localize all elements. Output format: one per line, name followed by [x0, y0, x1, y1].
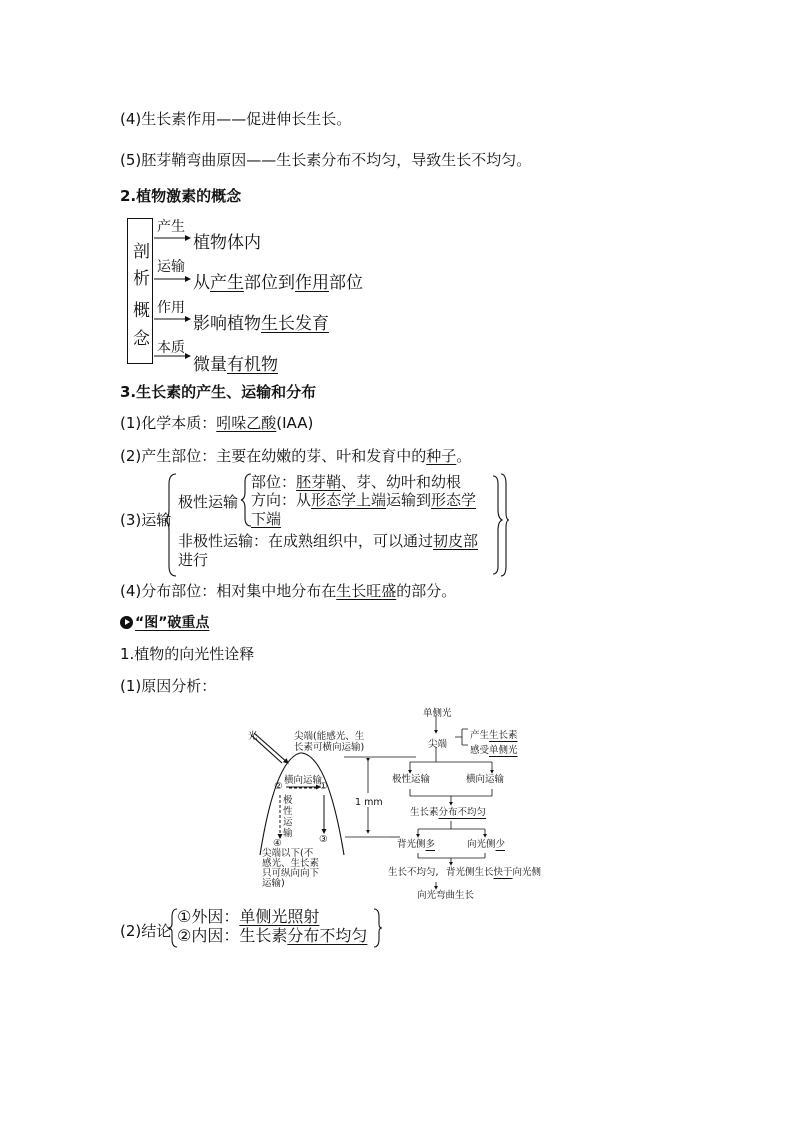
internal-cause: ②内因：生长素分布不均匀 — [177, 926, 368, 945]
mm-label: 1 mm — [355, 797, 383, 808]
lateral-transport-box: 横向运输 — [466, 774, 505, 785]
polar-transport: 极性运输 — [178, 493, 239, 511]
transport-label: (3)运输 — [120, 511, 172, 529]
box-char: 概 — [133, 301, 150, 321]
tip-note-2: 长素可横向运输) — [294, 742, 365, 753]
circle-2: ② — [274, 781, 283, 792]
bend-towards-light: 向光弯曲生长 — [417, 890, 475, 901]
single-light: 单侧光 — [423, 708, 452, 719]
below-note-3: 只可纵向向下 — [262, 868, 320, 879]
polar-char: 极 — [283, 795, 293, 806]
point-4: (4)生长素作用——促进伸长生长。 — [120, 110, 352, 128]
section-3-title: 3.生长素的产生、运输和分布 — [120, 383, 317, 401]
tip-label: 尖端 — [428, 739, 448, 750]
phototropism-title: 1.植物的向光性诠释 — [120, 645, 255, 663]
box-char: 剖 — [133, 242, 150, 262]
polar-transport-box: 极性运输 — [392, 774, 431, 785]
growth-uneven: 生长不均匀, — [388, 867, 439, 878]
arrow-label: 本质 — [157, 340, 185, 356]
external-cause: ①外因：单侧光照射 — [177, 907, 320, 926]
chem-nature: (1)化学本质：吲哚乙酸(IAA) — [120, 414, 314, 432]
polar-char: 输 — [283, 828, 293, 839]
below-note-4: 运输) — [262, 878, 285, 889]
polar-direction: 方向：从形态学上端运输到形态学 — [251, 491, 477, 509]
polar-direction-cont: 下端 — [251, 510, 282, 528]
auxin-uneven: 生长素分布不均匀 — [410, 807, 487, 818]
arrow-label: 产生 — [157, 219, 185, 235]
circle-3: ③ — [319, 834, 328, 845]
concept-action: 影响植物生长发育 — [193, 314, 329, 334]
play-icon — [120, 616, 133, 629]
lateral-label: 横向运输 — [284, 775, 323, 786]
polar-char: 运 — [283, 817, 293, 828]
distribution: (4)分布部位：相对集中地分布在生长旺盛的部分。 — [120, 582, 457, 600]
light-label: 光 — [248, 731, 258, 742]
nonpolar-transport: 非极性运输：在成熟组织中，可以通过韧皮部 — [178, 532, 479, 550]
polar-char: 性 — [283, 806, 293, 817]
polar-site: 部位：胚芽鞘、芽、幼叶和幼根 — [251, 473, 462, 491]
circle-1: ① — [319, 781, 328, 792]
cause-analysis: (1)原因分析： — [120, 677, 217, 695]
concept-produce: 植物体内 — [193, 233, 261, 253]
concept-essence: 微量有机物 — [193, 355, 278, 375]
back-grows-faster: 背光侧生长快于向光侧 — [446, 867, 542, 878]
circle-4: ④ — [273, 838, 282, 849]
concept-transport: 从产生部位到作用部位 — [193, 273, 363, 293]
nonpolar-transport-cont: 进行 — [178, 551, 209, 569]
tip-note-1: 尖端(能感光、生 — [294, 731, 365, 742]
towards-side-less: 向光侧少 — [467, 839, 506, 850]
point-5: (5)胚芽鞘弯曲原因——生长素分布不均匀，导致生长不均匀。 — [120, 151, 532, 169]
produce-site: (2)产生部位：主要在幼嫩的芽、叶和发育中的种子。 — [120, 447, 472, 465]
arrow-label: 作用 — [157, 300, 185, 316]
box-char: 念 — [133, 329, 150, 349]
arrow-label: 运输 — [157, 259, 185, 275]
back-side-more: 背光侧多 — [397, 839, 436, 850]
section-2-title: 2.植物激素的概念 — [120, 187, 242, 205]
focus-marker: “图”破重点 — [120, 612, 209, 632]
conclusion-label: (2)结论 — [120, 922, 172, 940]
box-char: 析 — [133, 269, 150, 289]
below-note-1: 尖端以下(不 — [262, 848, 314, 859]
produce-auxin: 产生生长素 — [470, 730, 518, 741]
below-note-2: 感光、生长素 — [262, 858, 320, 869]
sense-light: 感受单侧光 — [470, 745, 518, 756]
